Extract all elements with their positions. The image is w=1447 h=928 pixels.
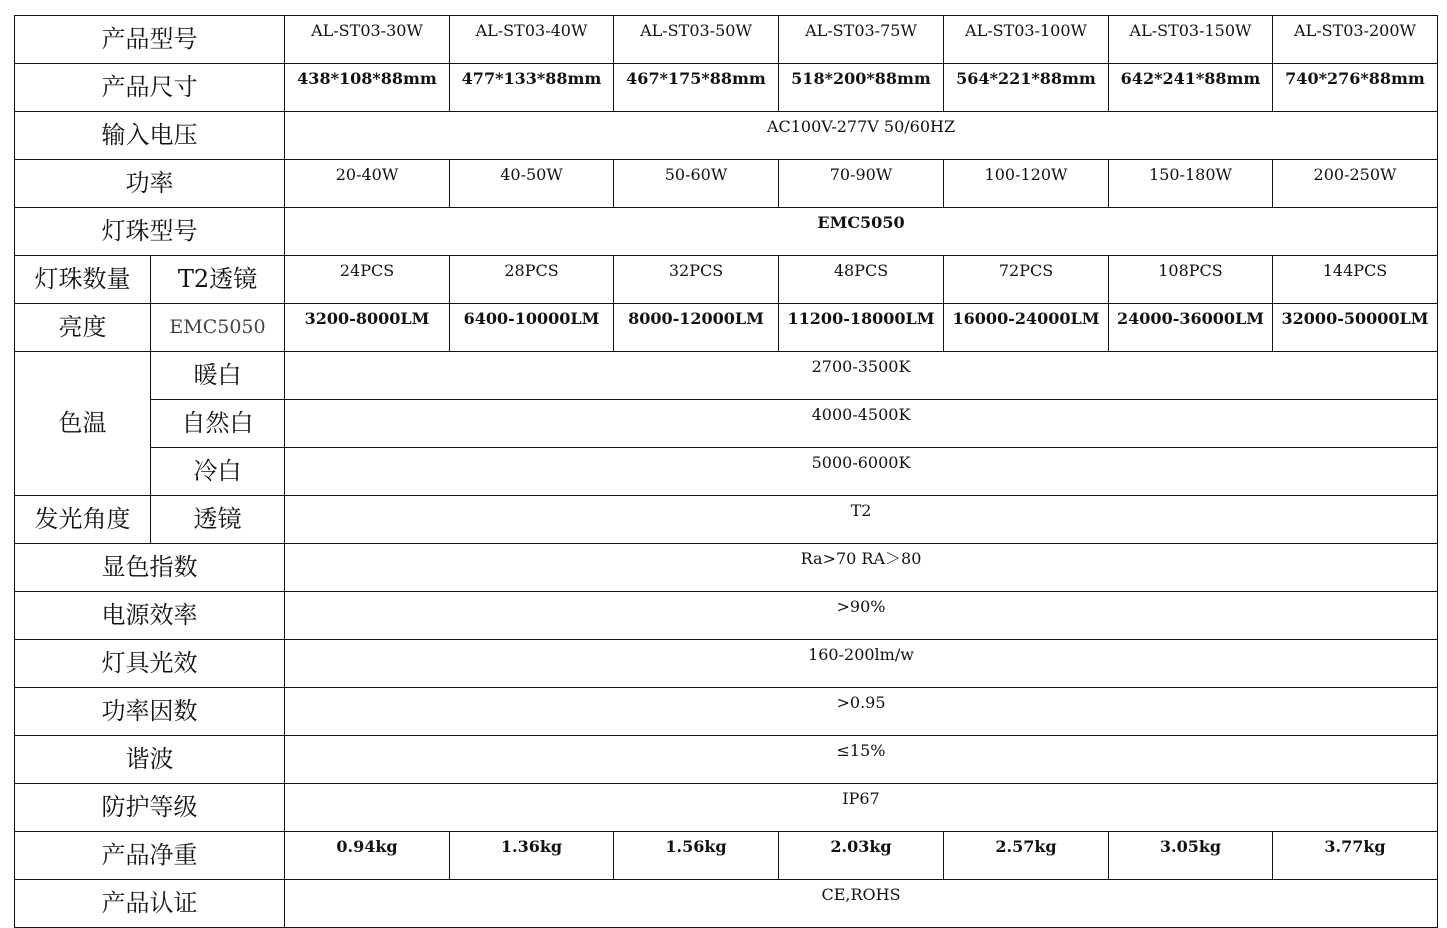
beam-value: T2 (285, 496, 1438, 544)
model-cell: AL-ST03-50W (614, 16, 779, 64)
row-model (15, 16, 1438, 64)
row-voltage (15, 112, 1438, 160)
led-qty-cell: 48PCS (779, 256, 944, 304)
weight-cell: 1.36kg (450, 832, 614, 880)
sublabel-cct-natural: 自然白 (151, 400, 285, 448)
row-brightness (15, 304, 1438, 352)
label-cct: 色温 (15, 352, 151, 496)
row-size (15, 64, 1438, 112)
brightness-cell: 32000-50000LM (1273, 304, 1438, 352)
model-cell: AL-ST03-40W (450, 16, 614, 64)
brightness-cell: 3200-8000LM (285, 304, 450, 352)
label-ip: 防护等级 (15, 784, 285, 832)
led-qty-cell: 144PCS (1273, 256, 1438, 304)
label-led-model: 灯珠型号 (15, 208, 285, 256)
brightness-cell: 24000-36000LM (1109, 304, 1273, 352)
power-cell: 20-40W (285, 160, 450, 208)
row-cct-warm (15, 352, 1438, 400)
label-power: 功率 (15, 160, 285, 208)
size-cell: 518*200*88mm (779, 64, 944, 112)
cct-natural-value: 4000-4500K (285, 400, 1438, 448)
size-cell: 477*133*88mm (450, 64, 614, 112)
model-cell: AL-ST03-100W (944, 16, 1109, 64)
row-pf (15, 688, 1438, 736)
size-cell: 564*221*88mm (944, 64, 1109, 112)
label-efficacy: 灯具光效 (15, 640, 285, 688)
row-cct-cool (15, 448, 1438, 496)
led-model-value: EMC5050 (285, 208, 1438, 256)
label-weight: 产品净重 (15, 832, 285, 880)
row-ip (15, 784, 1438, 832)
power-cell: 70-90W (779, 160, 944, 208)
cert-value: CE,ROHS (285, 880, 1438, 928)
model-cell: AL-ST03-150W (1109, 16, 1273, 64)
sublabel-cct-warm: 暖白 (151, 352, 285, 400)
size-cell: 642*241*88mm (1109, 64, 1273, 112)
row-beam (15, 496, 1438, 544)
label-brightness: 亮度 (15, 304, 151, 352)
led-qty-cell: 108PCS (1109, 256, 1273, 304)
model-cell: AL-ST03-75W (779, 16, 944, 64)
pf-value: >0.95 (285, 688, 1438, 736)
led-qty-cell: 32PCS (614, 256, 779, 304)
row-weight (15, 832, 1438, 880)
power-cell: 50-60W (614, 160, 779, 208)
label-voltage: 输入电压 (15, 112, 285, 160)
label-led-qty: 灯珠数量 (15, 256, 151, 304)
brightness-cell: 11200-18000LM (779, 304, 944, 352)
power-cell: 100-120W (944, 160, 1109, 208)
weight-cell: 0.94kg (285, 832, 450, 880)
row-efficacy (15, 640, 1438, 688)
weight-cell: 2.57kg (944, 832, 1109, 880)
thd-value: ≤15% (285, 736, 1438, 784)
efficiency-value: >90% (285, 592, 1438, 640)
label-beam: 发光角度 (15, 496, 151, 544)
led-qty-cell: 72PCS (944, 256, 1109, 304)
row-cert (15, 880, 1438, 928)
brightness-cell: 8000-12000LM (614, 304, 779, 352)
label-thd: 谐波 (15, 736, 285, 784)
row-efficiency (15, 592, 1438, 640)
row-led-qty (15, 256, 1438, 304)
sublabel-brightness: EMC5050 (151, 304, 285, 352)
label-pf: 功率因数 (15, 688, 285, 736)
size-cell: 467*175*88mm (614, 64, 779, 112)
label-cert: 产品认证 (15, 880, 285, 928)
row-cri (15, 544, 1438, 592)
weight-cell: 1.56kg (614, 832, 779, 880)
sublabel-cct-cool: 冷白 (151, 448, 285, 496)
label-efficiency: 电源效率 (15, 592, 285, 640)
row-power (15, 160, 1438, 208)
power-cell: 200-250W (1273, 160, 1438, 208)
size-cell: 438*108*88mm (285, 64, 450, 112)
power-cell: 40-50W (450, 160, 614, 208)
model-cell: AL-ST03-200W (1273, 16, 1438, 64)
spec-table (14, 15, 1438, 928)
weight-cell: 3.77kg (1273, 832, 1438, 880)
sublabel-led-qty: T2透镜 (151, 256, 285, 304)
brightness-cell: 16000-24000LM (944, 304, 1109, 352)
row-led-model (15, 208, 1438, 256)
weight-cell: 2.03kg (779, 832, 944, 880)
power-cell: 150-180W (1109, 160, 1273, 208)
model-cell: AL-ST03-30W (285, 16, 450, 64)
label-model: 产品型号 (15, 16, 285, 64)
row-cct-natural (15, 400, 1438, 448)
cct-warm-value: 2700-3500K (285, 352, 1438, 400)
row-thd (15, 736, 1438, 784)
led-qty-cell: 28PCS (450, 256, 614, 304)
voltage-value: AC100V-277V 50/60HZ (285, 112, 1438, 160)
label-cri: 显色指数 (15, 544, 285, 592)
led-qty-cell: 24PCS (285, 256, 450, 304)
cri-value: Ra>70 RA＞80 (285, 544, 1438, 592)
size-cell: 740*276*88mm (1273, 64, 1438, 112)
cct-cool-value: 5000-6000K (285, 448, 1438, 496)
efficacy-value: 160-200lm/w (285, 640, 1438, 688)
weight-cell: 3.05kg (1109, 832, 1273, 880)
ip-value: IP67 (285, 784, 1438, 832)
brightness-cell: 6400-10000LM (450, 304, 614, 352)
label-size: 产品尺寸 (15, 64, 285, 112)
sublabel-beam: 透镜 (151, 496, 285, 544)
